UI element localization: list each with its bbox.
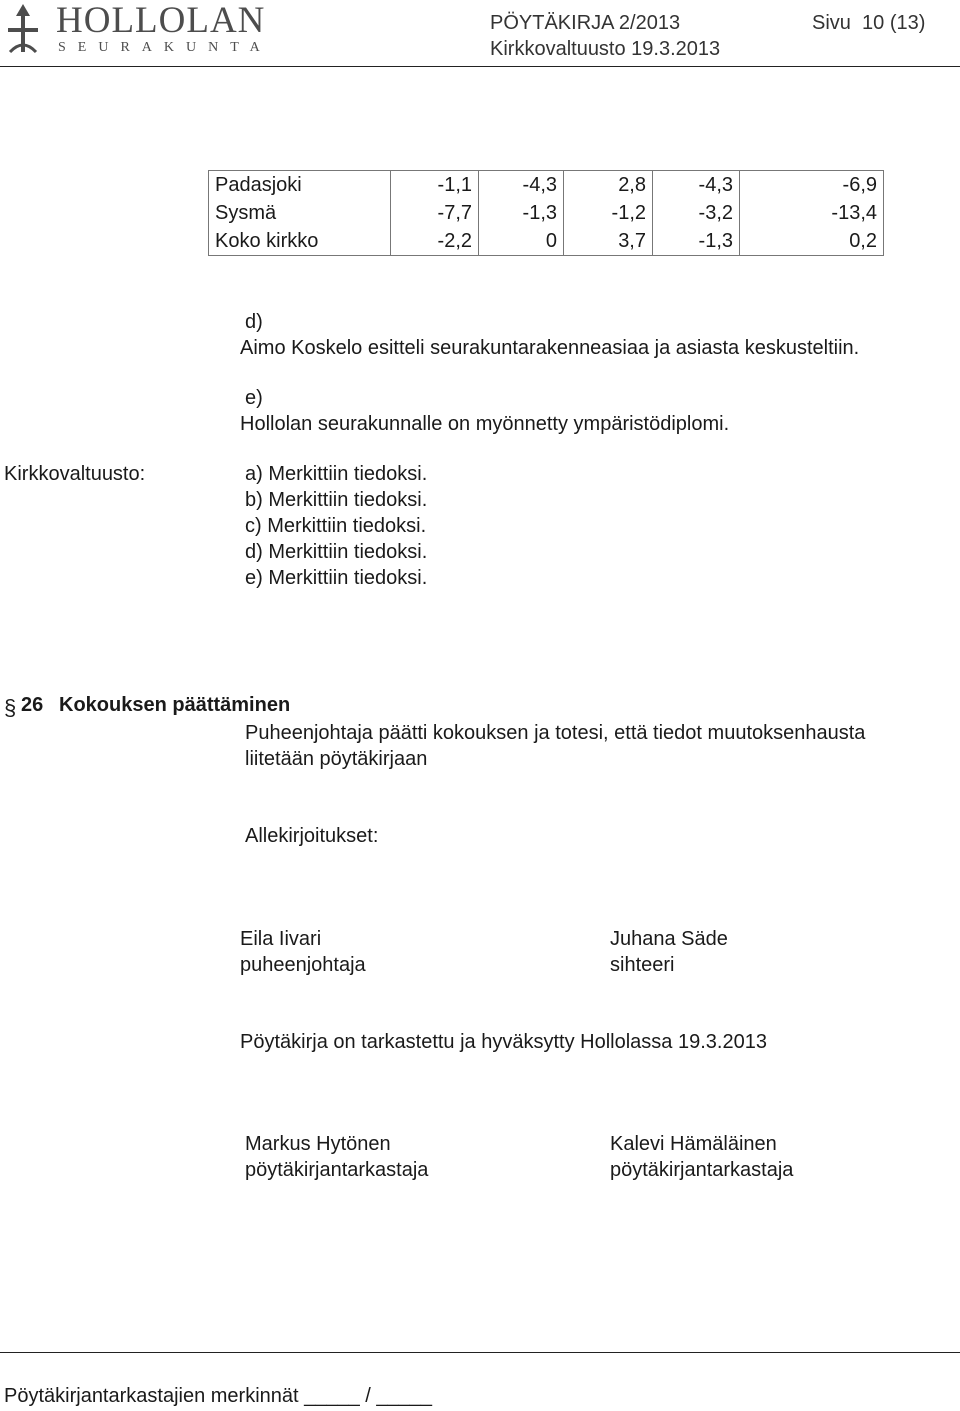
- secretary-name: Juhana Säde: [610, 928, 728, 950]
- table-cell: -13,4: [740, 199, 884, 227]
- org-logo-name: HOLLOLAN: [56, 0, 266, 41]
- checker2-name: Kalevi Hämäläinen: [610, 1133, 777, 1155]
- section-symbol: §: [4, 695, 17, 720]
- table-cell: 0,2: [740, 227, 884, 256]
- table-cell: Sysmä: [209, 199, 391, 227]
- checker1-name: Markus Hytönen: [245, 1133, 391, 1155]
- chair-name: Eila Iivari: [240, 928, 322, 950]
- decision-line: d) Merkittiin tiedoksi.: [245, 541, 428, 563]
- table-cell: -4,3: [653, 171, 740, 200]
- item-d-text: Aimo Koskelo esitteli seurakuntarakenneasiaa ja asiasta keskusteltiin.: [240, 337, 860, 359]
- table-cell: Koko kirkko: [209, 227, 391, 256]
- org-logo-subtitle: SEURAKUNTA: [58, 40, 272, 55]
- document-title: PÖYTÄKIRJA 2/2013: [490, 12, 681, 34]
- header-divider: [0, 66, 960, 67]
- decision-line: a) Merkittiin tiedoksi.: [245, 463, 428, 485]
- decision-label: Kirkkovaltuusto:: [4, 463, 146, 485]
- table-row: [209, 199, 884, 227]
- table-cell: -1,3: [653, 227, 740, 256]
- table-cell: -4,3: [479, 171, 564, 200]
- footer-divider: [0, 1352, 960, 1353]
- item-e-label: e): [245, 387, 263, 409]
- table-cell: 2,8: [564, 171, 653, 200]
- meeting-name: Kirkkovaltuusto 19.3.2013: [490, 38, 721, 60]
- secretary-role: sihteeri: [610, 954, 675, 976]
- section-text-line: liitetään pöytäkirjaan: [245, 748, 428, 770]
- table-cell: -7,7: [391, 199, 479, 227]
- signatures-heading: Allekirjoitukset:: [245, 825, 379, 847]
- item-e-text: Hollolan seurakunnalle on myönnetty ympäristödiplomi.: [240, 413, 730, 435]
- approval-statement: Pöytäkirja on tarkastettu ja hyväksytty Hollolassa 19.3.2013: [240, 1031, 767, 1053]
- table-cell: -2,2: [391, 227, 479, 256]
- page-number: Sivu 10 (13): [812, 12, 926, 34]
- table-row: [209, 171, 884, 200]
- checker2-role: pöytäkirjantarkastaja: [610, 1159, 794, 1181]
- statistics-table: [208, 170, 884, 256]
- table-cell: Padasjoki: [209, 171, 391, 200]
- item-d-label: d): [245, 311, 263, 333]
- table-cell: -3,2: [653, 199, 740, 227]
- footer-initials-line: Pöytäkirjantarkastajien merkinnät _____ / _____: [4, 1385, 433, 1407]
- table-cell: 3,7: [564, 227, 653, 256]
- checker1-role: pöytäkirjantarkastaja: [245, 1159, 429, 1181]
- table-cell: 0: [479, 227, 564, 256]
- decision-line: b) Merkittiin tiedoksi.: [245, 489, 428, 511]
- table-cell: -1,1: [391, 171, 479, 200]
- table-cell: -1,3: [479, 199, 564, 227]
- chair-role: puheenjohtaja: [240, 954, 366, 976]
- table-cell: -6,9: [740, 171, 884, 200]
- church-cross-logo-icon: [4, 2, 42, 54]
- section-number: 26: [21, 694, 44, 716]
- decision-line: c) Merkittiin tiedoksi.: [245, 515, 427, 537]
- section-text-line: Puheenjohtaja päätti kokouksen ja totesi, että tiedot muutoksenhausta: [245, 722, 866, 744]
- table-cell: -1,2: [564, 199, 653, 227]
- section-title: Kokouksen päättäminen: [59, 694, 291, 716]
- decision-line: e) Merkittiin tiedoksi.: [245, 567, 428, 589]
- table-row: [209, 227, 884, 256]
